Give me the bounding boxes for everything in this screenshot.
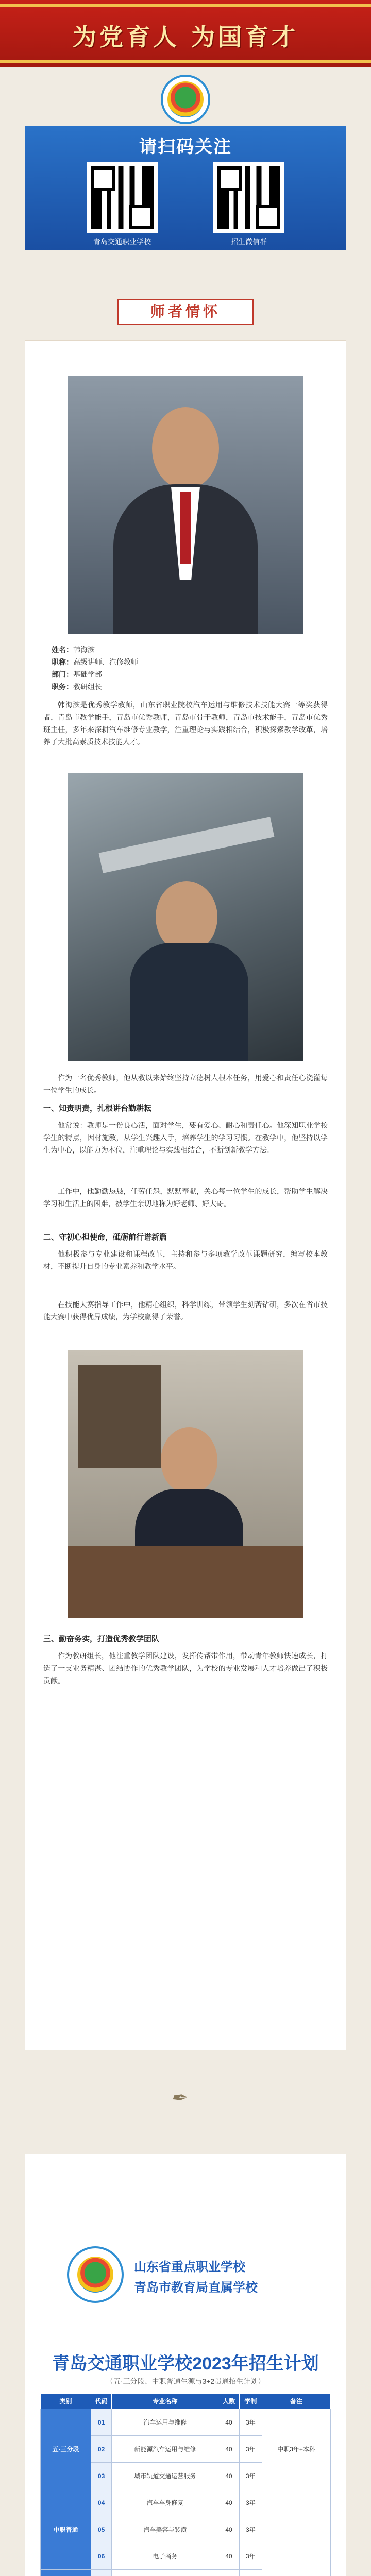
article-heading-2: 二、守初心担使命，砥砺前行谱新篇 bbox=[43, 1233, 167, 1242]
workshop-photo bbox=[68, 773, 303, 1061]
major-cell: 新能源汽车运用与维修 bbox=[112, 2436, 218, 2463]
banner-stripe bbox=[0, 4, 371, 7]
qr-code-wechat[interactable] bbox=[87, 162, 158, 233]
category-cell bbox=[41, 2570, 91, 2576]
major-cell: 电子商务 bbox=[112, 2543, 218, 2570]
plan-subtitle: （五·三分段、中职普通生源与3+2贯通招生计划） bbox=[106, 2377, 265, 2385]
qr-code-group[interactable] bbox=[213, 162, 284, 233]
plan-header-cell: 人数 bbox=[218, 2394, 239, 2409]
follow-panel bbox=[25, 126, 346, 250]
length-cell: 3年 bbox=[239, 2409, 262, 2436]
table-row bbox=[41, 2409, 331, 2436]
logo-emblem-icon bbox=[77, 2257, 113, 2293]
length-cell: 3年 bbox=[239, 2543, 262, 2570]
banner-slogan: 为党育人 为国育才 bbox=[72, 23, 298, 51]
category-cell: 五·三分段 bbox=[41, 2409, 91, 2489]
count-cell: 40 bbox=[218, 2489, 239, 2516]
major-cell: 汽车车身修复 bbox=[112, 2489, 218, 2516]
profile-intro: 韩海滨是优秀教学教师，山东省职业院校汽车运用与维修技术技能大赛一等奖获得者，青岛市教学能手，青岛市优秀教师，青岛市骨干教师，青岛市技术能手，青岛市优秀班主任，多年来深耕汽车维修专业教学，注重理论与实践相结合，积极探索教学改革，培养了大批高素质技术技能人才。 bbox=[43, 701, 328, 746]
profile-name: 姓名：韩海滨 bbox=[52, 646, 95, 654]
count-cell: 40 bbox=[218, 2436, 239, 2463]
note-cell: 中职3年+本科 bbox=[262, 2409, 331, 2489]
plan-table bbox=[40, 2393, 331, 2576]
school-logo bbox=[161, 75, 210, 124]
category-cell: 中职普通 bbox=[41, 2489, 91, 2570]
banner-stripe bbox=[0, 60, 371, 63]
code-cell: 01 bbox=[91, 2409, 112, 2436]
plan-header-cell: 代码 bbox=[91, 2394, 112, 2409]
article-paragraph-5: 作为教研组长，他注重教学团队建设，发挥传帮带作用，带动青年教师快速成长，打造了一支业务精湛、团结协作的优秀教学团队，为学校的专业发展和人才培养做出了积极贡献。 bbox=[43, 1652, 328, 1685]
portrait-face bbox=[152, 407, 219, 489]
office-photo bbox=[68, 1350, 303, 1618]
qr-caption-left: 青岛交通职业学校 bbox=[93, 238, 151, 246]
bookshelf bbox=[78, 1365, 161, 1468]
code-cell: 04 bbox=[91, 2489, 112, 2516]
car-lift-beam bbox=[99, 817, 275, 873]
plan-header-cell: 类别 bbox=[41, 2394, 91, 2409]
count-cell: 40 bbox=[218, 2409, 239, 2436]
major-cell: 汽车美容与装潢 bbox=[112, 2516, 218, 2543]
length-cell bbox=[239, 2570, 262, 2576]
count-cell bbox=[218, 2570, 239, 2576]
office-desk bbox=[68, 1546, 303, 1618]
length-cell: 3年 bbox=[239, 2436, 262, 2463]
profile-role: 职务：教研组长 bbox=[52, 683, 102, 691]
major-cell bbox=[112, 2570, 218, 2576]
school-name-bottom: 青岛市教育局直属学校 bbox=[134, 2281, 258, 2295]
plan-header-row bbox=[41, 2394, 331, 2409]
code-cell: 05 bbox=[91, 2516, 112, 2543]
school-logo-2 bbox=[67, 2246, 124, 2303]
major-cell: 汽车运用与维修 bbox=[112, 2409, 218, 2436]
code-cell: 03 bbox=[91, 2463, 112, 2489]
code-cell: 02 bbox=[91, 2436, 112, 2463]
count-cell: 40 bbox=[218, 2516, 239, 2543]
note-cell bbox=[262, 2489, 331, 2576]
count-cell: 40 bbox=[218, 2463, 239, 2489]
length-cell: 3年 bbox=[239, 2463, 262, 2489]
article-heading-1: 一、知责明责，扎根讲台勤耕耘 bbox=[43, 1104, 152, 1113]
qr-caption-right: 招生微信群 bbox=[231, 238, 267, 246]
top-banner bbox=[0, 0, 371, 67]
length-cell: 3年 bbox=[239, 2516, 262, 2543]
plan-header-cell: 学制 bbox=[239, 2394, 262, 2409]
article-heading-3: 三、勤奋务实，打造优秀教学团队 bbox=[43, 1635, 160, 1643]
logo-emblem-icon bbox=[167, 81, 204, 117]
teacher-face bbox=[156, 881, 217, 953]
qr-code-icon bbox=[217, 166, 280, 229]
teacher-jacket bbox=[130, 943, 248, 1061]
plan-header-cell: 专业名称 bbox=[112, 2394, 218, 2409]
article-lead: 作为一名优秀教师，他从教以来始终坚持立德树人根本任务，用爱心和责任心浇灌每一位学生的成长。 bbox=[43, 1074, 328, 1094]
school-name-top: 山东省重点职业学校 bbox=[134, 2260, 245, 2274]
follow-title: 请扫码关注 bbox=[139, 137, 232, 157]
teacher-face-office bbox=[161, 1427, 217, 1494]
article-paragraph-4: 在技能大赛指导工作中，他精心组织，科学训练，带领学生刻苦钻研，多次在省市技能大赛中获得优异成绩，为学校赢得了荣誉。 bbox=[43, 1300, 328, 1321]
major-cell: 城市轨道交通运营服务 bbox=[112, 2463, 218, 2489]
count-cell: 40 bbox=[218, 2543, 239, 2570]
plan-title: 青岛交通职业学校2023年招生计划 bbox=[52, 2354, 319, 2374]
profile-dept: 部门：基础学部 bbox=[52, 670, 102, 679]
code-cell: 06 bbox=[91, 2543, 112, 2570]
portrait-tie bbox=[180, 492, 191, 564]
signature-icon: ✒ bbox=[170, 2087, 187, 2109]
section-tag: 师者情怀 bbox=[117, 299, 254, 325]
article-paragraph-3: 他积极参与专业建设和课程改革，主持和参与多项教学改革课题研究，编写校本教材，不断提升自身的专业素养和教学水平。 bbox=[43, 1250, 328, 1270]
code-cell bbox=[91, 2570, 112, 2576]
table-row bbox=[41, 2489, 331, 2516]
qr-code-icon bbox=[91, 166, 154, 229]
profile-title: 职称：高级讲师、汽修教师 bbox=[52, 658, 138, 666]
length-cell: 3年 bbox=[239, 2489, 262, 2516]
plan-header-cell: 备注 bbox=[262, 2394, 331, 2409]
portrait-photo bbox=[68, 376, 303, 634]
article-paragraph-2: 工作中，他勤勤恳恳，任劳任怨，默默奉献，关心每一位学生的成长，帮助学生解决学习和生活上的困难，被学生亲切地称为好老师、好大哥。 bbox=[43, 1187, 328, 1208]
article-paragraph-1: 他常说：教师是一份良心活，面对学生，要有爱心、耐心和责任心。他深知职业学校学生的特点，因材施教，从学生兴趣入手，培养学生的学习习惯。在教学中，他坚持以学生为中心，以能力为本位，注重理论与实践相结合，不断创新教学方法。 bbox=[43, 1121, 328, 1154]
